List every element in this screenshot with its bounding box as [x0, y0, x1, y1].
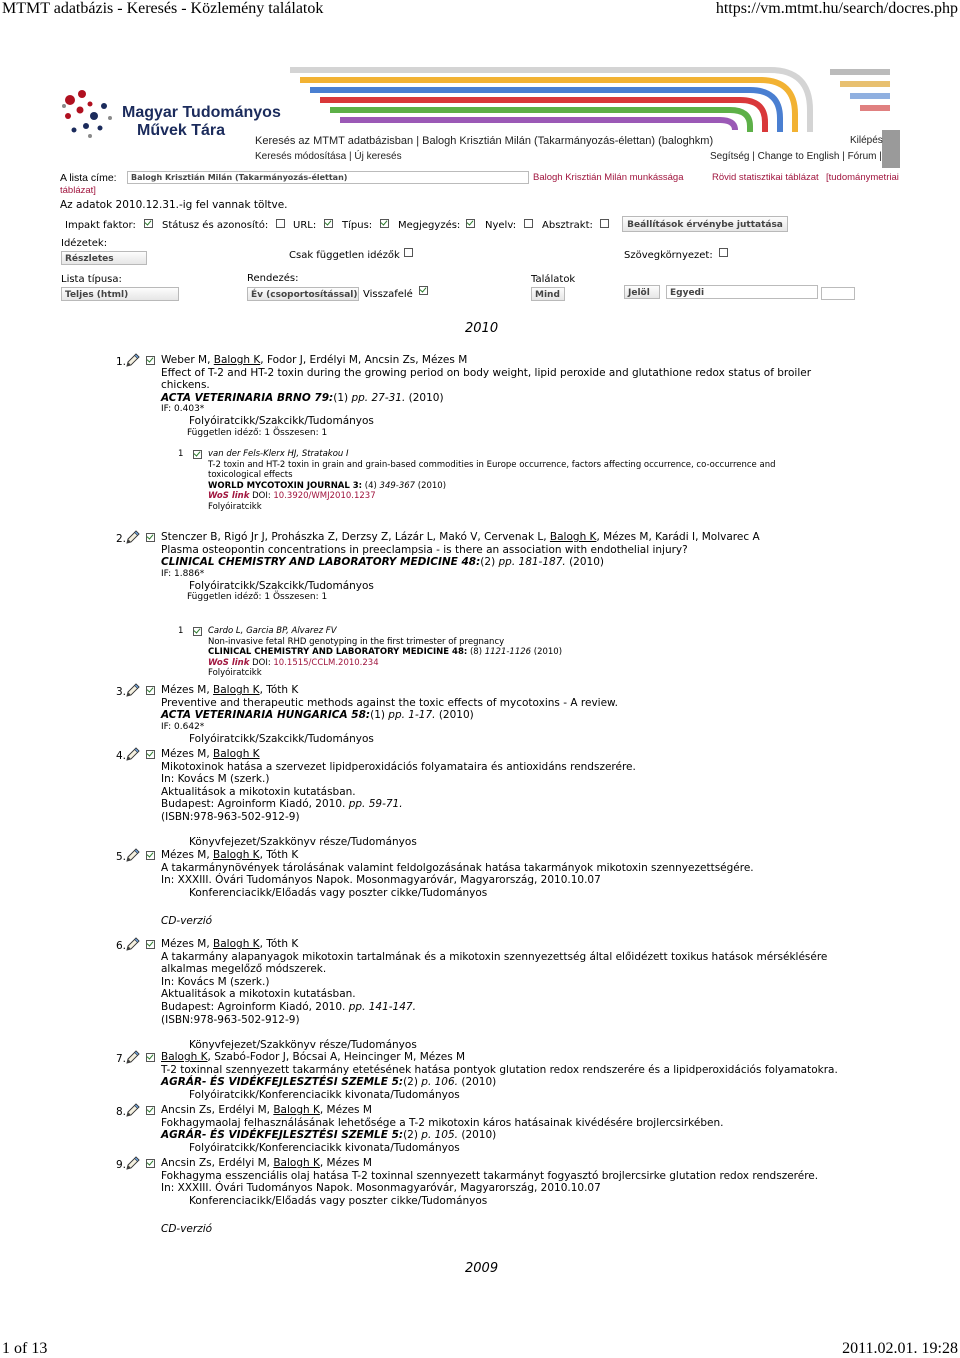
citations-select[interactable]: Részletes	[61, 251, 147, 265]
cd-version	[161, 1223, 841, 1236]
select-checkbox[interactable]	[146, 533, 155, 542]
self-author-link[interactable]: Balogh K	[549, 531, 597, 543]
status-checkbox[interactable]	[276, 219, 285, 228]
journal-name: ACTA VETERINARIA HUNGARICA 58:	[161, 709, 371, 722]
abstract-label: Absztrakt:	[542, 220, 593, 231]
category	[161, 887, 841, 900]
cd-version	[161, 915, 841, 928]
citation-count-text: Független idéző: 1 Összesen: 1	[187, 427, 328, 438]
journal-year: (2010)	[435, 709, 474, 722]
category	[161, 1142, 841, 1155]
separator: |	[879, 151, 882, 162]
mtmt-logo-icon	[60, 82, 120, 142]
publication-entry	[161, 748, 841, 849]
publisher-pages: pp. 141-147.	[348, 1000, 416, 1013]
citing-publication	[208, 626, 808, 679]
edit-pencil-icon[interactable]	[125, 936, 139, 950]
category	[161, 1089, 841, 1102]
category-text: Folyóiratcikk/Konferenciacikk kivonata/Tudományos	[189, 1088, 460, 1101]
wos-link[interactable]: WoS link	[208, 657, 250, 668]
self-author-link[interactable]: Balogh K	[161, 1051, 208, 1063]
title-cont	[161, 963, 841, 976]
citing-type	[208, 668, 808, 679]
authors-pre: Weber M,	[161, 354, 214, 366]
citing-journal	[208, 647, 808, 658]
entry-number: 9.	[116, 1159, 127, 1171]
citing-links	[208, 658, 808, 669]
citation-checkbox[interactable]	[193, 450, 202, 459]
title	[161, 1064, 841, 1077]
scientometric-link-cont[interactable]: táblázat]	[60, 185, 96, 196]
title	[161, 367, 841, 380]
forum-link[interactable]: Fórum	[847, 151, 877, 162]
category	[161, 733, 841, 746]
edit-pencil-icon[interactable]	[125, 746, 139, 760]
category-text: Konferenciacikk/Előadás vagy poszter cikke/Tudományos	[189, 1194, 488, 1207]
citing-pages: 349-367	[379, 480, 416, 491]
title-cont	[161, 379, 841, 392]
publisher-text: Budapest: Agroinform Kiadó, 2010.	[161, 1000, 349, 1013]
journal-line	[161, 1129, 841, 1142]
help-link[interactable]: Segítség	[710, 151, 750, 162]
edit-pencil-icon[interactable]	[125, 529, 139, 543]
isbn-line	[161, 811, 841, 824]
citing-type-text: Folyóiratcikk	[208, 668, 262, 678]
journal-name: ACTA VETERINARIA BRNO 79:	[161, 391, 334, 404]
category-text: Konferenciacikk/Előadás vagy poszter cikke/Tudományos	[189, 886, 488, 899]
authors-pre: Ancsin Zs, Erdélyi M,	[161, 1104, 274, 1116]
citing-journal-name: CLINICAL CHEMISTRY AND LABORATORY MEDICINE 48:	[208, 647, 468, 657]
authors-post: , Mézes M	[319, 1104, 372, 1116]
citing-type	[208, 502, 808, 513]
journal-year: (2010)	[458, 1129, 497, 1142]
citing-authors	[208, 449, 808, 460]
list-type-select[interactable]: Teljes (html)	[61, 287, 179, 301]
title	[161, 951, 841, 964]
authors	[161, 1157, 841, 1170]
publication-entry	[161, 1157, 841, 1236]
type-label: Típus:	[342, 220, 373, 231]
citing-title-text: toxicological effects	[208, 470, 293, 480]
edit-pencil-icon[interactable]	[125, 1102, 139, 1116]
select-checkbox[interactable]	[146, 1053, 155, 1062]
citing-issue: (4)	[362, 480, 380, 491]
self-author-link[interactable]: Balogh K	[213, 684, 260, 696]
citing-journal-name: WORLD MYCOTOXIN JOURNAL 3:	[208, 480, 363, 491]
spacer	[161, 1026, 841, 1039]
publication-entry	[161, 354, 841, 439]
citing-title	[208, 460, 808, 471]
separator: |	[348, 151, 355, 162]
journal-line	[161, 392, 841, 405]
select-checkbox[interactable]	[146, 940, 155, 949]
authors-post: , Tóth K	[259, 938, 299, 950]
category-text: Könyvfejezet/Szakkönyv része/Tudományos	[189, 1038, 417, 1051]
entry-number: 6.	[116, 940, 127, 952]
print-datetime: 2011.02.01. 19:28	[842, 1340, 958, 1357]
publication-entry	[161, 849, 841, 928]
category	[161, 580, 841, 593]
source-line	[161, 976, 841, 989]
url-label: URL:	[293, 220, 317, 231]
data-note: Az adatok 2010.12.31.-ig fel vannak töltve.	[60, 199, 288, 211]
select-checkbox[interactable]	[146, 851, 155, 860]
self-author-link[interactable]: Balogh K	[213, 849, 260, 861]
entry-number: 4.	[116, 750, 127, 762]
journal-year: (2010)	[405, 391, 444, 404]
journal-pages: pp. 27-31.	[348, 391, 406, 404]
entry-number: 3.	[116, 686, 127, 698]
title	[161, 1170, 841, 1183]
category	[161, 836, 841, 849]
impact-factor	[161, 569, 841, 580]
publication-entry	[161, 684, 841, 745]
category	[161, 1039, 841, 1052]
journal-issue: (2)	[480, 556, 496, 569]
title	[161, 1117, 841, 1130]
separator: |	[752, 151, 758, 162]
doi-label: DOI:	[252, 657, 271, 668]
source-line	[161, 988, 841, 1001]
authors-post: , Tóth K	[259, 684, 299, 696]
impact-factor	[161, 722, 841, 733]
hits-label: Találatok	[531, 274, 576, 285]
source-line	[161, 773, 841, 786]
category	[161, 415, 841, 428]
authors	[161, 1104, 841, 1117]
isbn-line	[161, 1014, 841, 1027]
journal-year: (2010)	[565, 556, 604, 569]
authors-pre: Mézes M,	[161, 849, 214, 861]
order-label: Rendezés:	[247, 273, 299, 284]
authors	[161, 684, 841, 697]
journal-pages: p. 106.	[417, 1076, 459, 1089]
authors	[161, 1051, 841, 1064]
impact-factor	[161, 404, 841, 415]
title-text: alkalmas megelőző módszerek.	[161, 963, 327, 976]
citation-count	[161, 592, 841, 603]
source-text: In: Kovács M (szerk.)	[161, 975, 270, 988]
new-search-link[interactable]: Új keresés	[354, 151, 402, 162]
separator: |	[842, 151, 848, 162]
publication-entry	[161, 938, 841, 1051]
citing-authors	[208, 626, 808, 637]
journal-line	[161, 709, 841, 722]
modify-search-link[interactable]: Keresés módosítása	[255, 151, 347, 162]
list-type-label: Lista típusa:	[61, 274, 122, 285]
category	[161, 1195, 841, 1208]
context-label: Szövegkörnyezet:	[624, 250, 713, 261]
source-text: In: XXXIII. Óvári Tudományos Napok. Mosonmagyaróvár, Magyarország, 2010.10.07	[161, 1182, 601, 1195]
source-line	[161, 874, 841, 887]
citing-title	[208, 637, 808, 648]
edit-pencil-icon[interactable]	[125, 847, 139, 861]
mark-button[interactable]: Jelöl	[624, 285, 660, 299]
authors-post: , Fodor J, Erdélyi M, Ancsin Zs, Mézes M	[260, 354, 468, 366]
logout-link[interactable]: Kilépés	[850, 135, 883, 146]
abstract-checkbox[interactable]	[600, 219, 609, 228]
publication-entry	[161, 1051, 841, 1101]
journal-line	[161, 1076, 841, 1089]
isbn-text: (ISBN:978-963-502-912-9)	[161, 1013, 300, 1026]
lang-checkbox[interactable]	[524, 219, 533, 228]
citing-authors-text: van der Fels-Klerx HJ, Stratakou I	[208, 449, 349, 459]
spacer	[161, 899, 841, 912]
order-select[interactable]: Év (csoportosítással)	[247, 287, 359, 301]
title-text: Preventive and therapeutic methods against the toxic effects of mycotoxins - A review.	[161, 696, 618, 709]
title-text: Fokhagymaolaj felhasználásának lehetősége a T-2 mikotoxin káros hatásainak kivédésére brojlercsirkében.	[161, 1116, 724, 1129]
journal-line	[161, 556, 841, 569]
impact-factor-text: IF: 0.403*	[161, 404, 205, 415]
citations-label: Idézetek:	[61, 238, 108, 249]
title-text: Plasma osteopontin concentrations in preeclampsia - is there an association with endothelial injury?	[161, 543, 688, 556]
cd-version-text: CD-verzió	[161, 1222, 213, 1235]
authors-pre: Mézes M,	[161, 748, 214, 760]
citing-journal	[208, 481, 808, 492]
source-line	[161, 1182, 841, 1195]
authors	[161, 748, 841, 761]
source-text: Aktualitások a mikotoxin kutatásban.	[161, 785, 356, 798]
publisher-pages: pp. 59-71.	[348, 798, 403, 811]
authors-pre: Ancsin Zs, Erdélyi M,	[161, 1157, 274, 1169]
citation-number: 1	[178, 626, 184, 636]
citing-authors-text: Cardo L, Garcia BP, Alvarez FV	[208, 626, 337, 636]
source-text: In: Kovács M (szerk.)	[161, 773, 270, 786]
select-checkbox[interactable]	[146, 686, 155, 695]
title	[161, 544, 841, 557]
reverse-label: Visszafelé	[363, 289, 413, 300]
note-checkbox[interactable]	[466, 219, 475, 228]
hits-select[interactable]: Mind	[531, 287, 565, 301]
citing-title-cont	[208, 470, 808, 481]
logo-line2: Művek Tára	[137, 122, 226, 139]
edit-pencil-icon[interactable]	[125, 682, 139, 696]
authors-pre: Stenczer B, Rigó Jr J, Prohászka Z, Derzsy Z, Lázár L, Makó V, Cervenak L,	[161, 531, 550, 543]
category-text: Könyvfejezet/Szakkönyv része/Tudományos	[189, 836, 417, 849]
edit-pencil-icon[interactable]	[125, 1049, 139, 1063]
citing-issue: (8)	[467, 647, 485, 657]
spacer	[161, 824, 841, 837]
authors-pre: Mézes M,	[161, 684, 214, 696]
context-checkbox[interactable]	[719, 248, 728, 257]
title-text: A takarmány alapanyagok mikotoxin tartalmának és a mikotoxin szennyezettség által előidézett toxikus hatások mérséklésére	[161, 950, 828, 963]
source-text: In: XXXIII. Óvári Tudományos Napok. Mosonmagyaróvár, Magyarország, 2010.10.07	[161, 874, 601, 887]
year-heading-2009: 2009	[465, 1261, 499, 1276]
english-link[interactable]: Change to English	[757, 151, 840, 162]
title-text: Effect of T-2 and HT-2 toxin during the growing period on body weight, lipid peroxide and glutathione redox status of broiler	[161, 366, 812, 379]
authors-post: , Tóth K	[259, 849, 299, 861]
citing-links	[208, 491, 808, 502]
citation-count-text: Független idéző: 1 Összesen: 1	[187, 592, 328, 603]
print-page-number: 1 of 13	[2, 1340, 48, 1357]
url-checkbox[interactable]	[324, 219, 333, 228]
title-text: Mikotoxinok hatása a szervezet lipidperoxidációs folyamataira és antioxidáns rendszerére.	[161, 760, 636, 773]
entry-number: 1.	[116, 356, 127, 368]
journal-issue: (1)	[333, 391, 349, 404]
mark-extra-input[interactable]	[821, 287, 855, 300]
journal-issue: (2)	[403, 1129, 418, 1142]
citation-count	[161, 428, 841, 439]
publication-entry	[161, 531, 841, 603]
wos-link[interactable]: WoS link	[208, 491, 250, 501]
authors	[161, 354, 841, 367]
title-text: A takarmánynövények tárolásának valamint feldolgozásának hatása takarmányok mikotoxin szennyezettségére.	[161, 861, 754, 874]
impact-factor-text: IF: 0.642*	[161, 721, 205, 732]
impact-factor-text: IF: 1.886*	[161, 568, 205, 579]
entry-number: 5.	[116, 851, 127, 863]
publisher-line	[161, 1001, 841, 1014]
title-text: Fokhagyma esszenciális olaj hatása T-2 toxinnal szennyezett takarmányt fogyasztó brojlercsirke glutation redox rendszerére.	[161, 1169, 819, 1182]
edit-pencil-icon[interactable]	[125, 1155, 139, 1169]
self-author-link[interactable]: Balogh K	[213, 938, 260, 950]
select-checkbox[interactable]	[146, 356, 155, 365]
authors-post: , Mézes M	[319, 1157, 372, 1169]
doi-link[interactable]: 10.1515/CCLM.2010.234	[273, 657, 379, 668]
work-link[interactable]: Balogh Krisztián Milán munkássága	[533, 172, 684, 183]
source-text: Aktualitások a mikotoxin kutatásban.	[161, 988, 356, 1001]
mark-mode-input[interactable]: Egyedi	[666, 285, 818, 299]
entry-number: 2.	[116, 533, 127, 545]
journal-issue: (1)	[370, 709, 385, 722]
self-author-link[interactable]: Balogh K	[273, 1104, 320, 1116]
self-author-link[interactable]: Balogh K	[213, 748, 260, 760]
apply-settings-button[interactable]: Beállítások érvénybe juttatása	[622, 216, 788, 232]
authors	[161, 849, 841, 862]
publication-entry	[161, 1104, 841, 1154]
journal-pages: pp. 1-17.	[384, 709, 436, 722]
self-author-link[interactable]: Balogh K	[273, 1157, 320, 1169]
citing-year: (2010)	[531, 647, 563, 657]
entry-number: 8.	[116, 1106, 127, 1118]
journal-pages: p. 105.	[417, 1129, 459, 1142]
journal-issue: (2)	[403, 1076, 418, 1089]
select-checkbox[interactable]	[146, 1106, 155, 1115]
category-text: Folyóiratcikk/Szakcikk/Tudományos	[189, 732, 374, 745]
authors	[161, 938, 841, 951]
stats-link[interactable]: Rövid statisztikai táblázat	[712, 172, 819, 183]
banner-bars-graphic	[290, 62, 900, 132]
citation-checkbox[interactable]	[193, 627, 202, 636]
authors-pre: Mézes M,	[161, 938, 214, 950]
year-heading-2010: 2010	[465, 321, 499, 336]
publisher-text: Budapest: Agroinform Kiadó, 2010.	[161, 798, 349, 811]
title-text: chickens.	[161, 379, 210, 392]
select-checkbox[interactable]	[146, 1159, 155, 1168]
citing-pages: 1121-1126	[484, 647, 532, 657]
source-line	[161, 786, 841, 799]
banner-right-tab	[882, 130, 900, 168]
isbn-text: (ISBN:978-963-502-912-9)	[161, 810, 300, 823]
citing-type-text: Folyóiratcikk	[208, 501, 262, 512]
reverse-checkbox[interactable]	[419, 286, 428, 295]
title	[161, 697, 841, 710]
journal-name: CLINICAL CHEMISTRY AND LABORATORY MEDICINE 48:	[161, 556, 481, 569]
title	[161, 761, 841, 774]
category-text: Folyóiratcikk/Szakcikk/Tudományos	[189, 415, 374, 428]
spacer	[161, 1207, 841, 1220]
independent-checkbox[interactable]	[404, 248, 413, 257]
citing-year: (2010)	[415, 480, 447, 491]
list-title-input[interactable]: Balogh Krisztián Milán (Takarmányozás-élettan)	[127, 171, 529, 184]
lang-label: Nyelv:	[485, 220, 517, 231]
title-text: T-2 toxinnal szennyezett takarmány etetésének hatása pontyok glutation redox rendszerére és a lipidperoxidációs folyamatokra.	[161, 1063, 838, 1076]
category-text: Folyóiratcikk/Szakcikk/Tudományos	[189, 579, 374, 592]
doi-link[interactable]: 10.3920/WMJ2010.1237	[273, 491, 376, 501]
logo-line1: Magyar Tudományos	[122, 104, 281, 121]
edit-pencil-icon[interactable]	[125, 352, 139, 366]
citation-number: 1	[178, 449, 184, 459]
note-label: Megjegyzés:	[398, 220, 461, 231]
impakt-label: Impakt faktor:	[65, 220, 136, 231]
journal-pages: pp. 181-187.	[495, 556, 566, 569]
status-label: Státusz és azonosító:	[162, 220, 269, 231]
cd-version-text: CD-verzió	[161, 914, 213, 927]
impakt-checkbox[interactable]	[144, 219, 153, 228]
independent-label: Csak független idézők	[289, 250, 400, 261]
print-page-title: MTMT adatbázis - Keresés - Közlemény találatok	[2, 0, 324, 17]
doi-label: DOI:	[252, 491, 271, 501]
authors	[161, 531, 841, 544]
self-author-link[interactable]: Balogh K	[213, 354, 261, 366]
citing-title-text: Non-invasive fetal RHD genotyping in the first trimester of pregnancy	[208, 636, 505, 647]
publisher-line	[161, 798, 841, 811]
print-page-url: https://vm.mtmt.hu/search/docres.php	[715, 0, 958, 17]
category-text: Folyóiratcikk/Konferenciacikk kivonata/Tudományos	[189, 1141, 460, 1154]
authors-post: , Mézes M, Karádi I, Molvarec A	[596, 531, 760, 543]
search-title: Keresés az MTMT adatbázisban | Balogh Krisztián Milán (Takarmányozás-élettan) (baloghkm)	[255, 135, 714, 147]
type-checkbox[interactable]	[380, 219, 389, 228]
entry-number: 7.	[116, 1053, 127, 1065]
select-checkbox[interactable]	[146, 750, 155, 759]
authors-post: , Szabó-Fodor J, Bócsai A, Heincinger M, Mézes M	[207, 1051, 466, 1063]
citing-title-text: T-2 toxin and HT-2 toxin in grain and grain-based commodities in Europe occurrence, factors affecting occurrence, co-occurrence and	[208, 459, 776, 470]
citing-publication	[208, 449, 808, 512]
scientometric-link[interactable]: [tudománymetriai	[826, 172, 899, 183]
list-title-label: A lista címe:	[60, 172, 117, 184]
journal-name: AGRÁR- ÉS VIDÉKFEJLESZTÉSI SZEMLE 5:	[161, 1076, 404, 1089]
journal-name: AGRÁR- ÉS VIDÉKFEJLESZTÉSI SZEMLE 5:	[161, 1129, 404, 1142]
journal-year: (2010)	[458, 1076, 497, 1089]
title	[161, 862, 841, 875]
